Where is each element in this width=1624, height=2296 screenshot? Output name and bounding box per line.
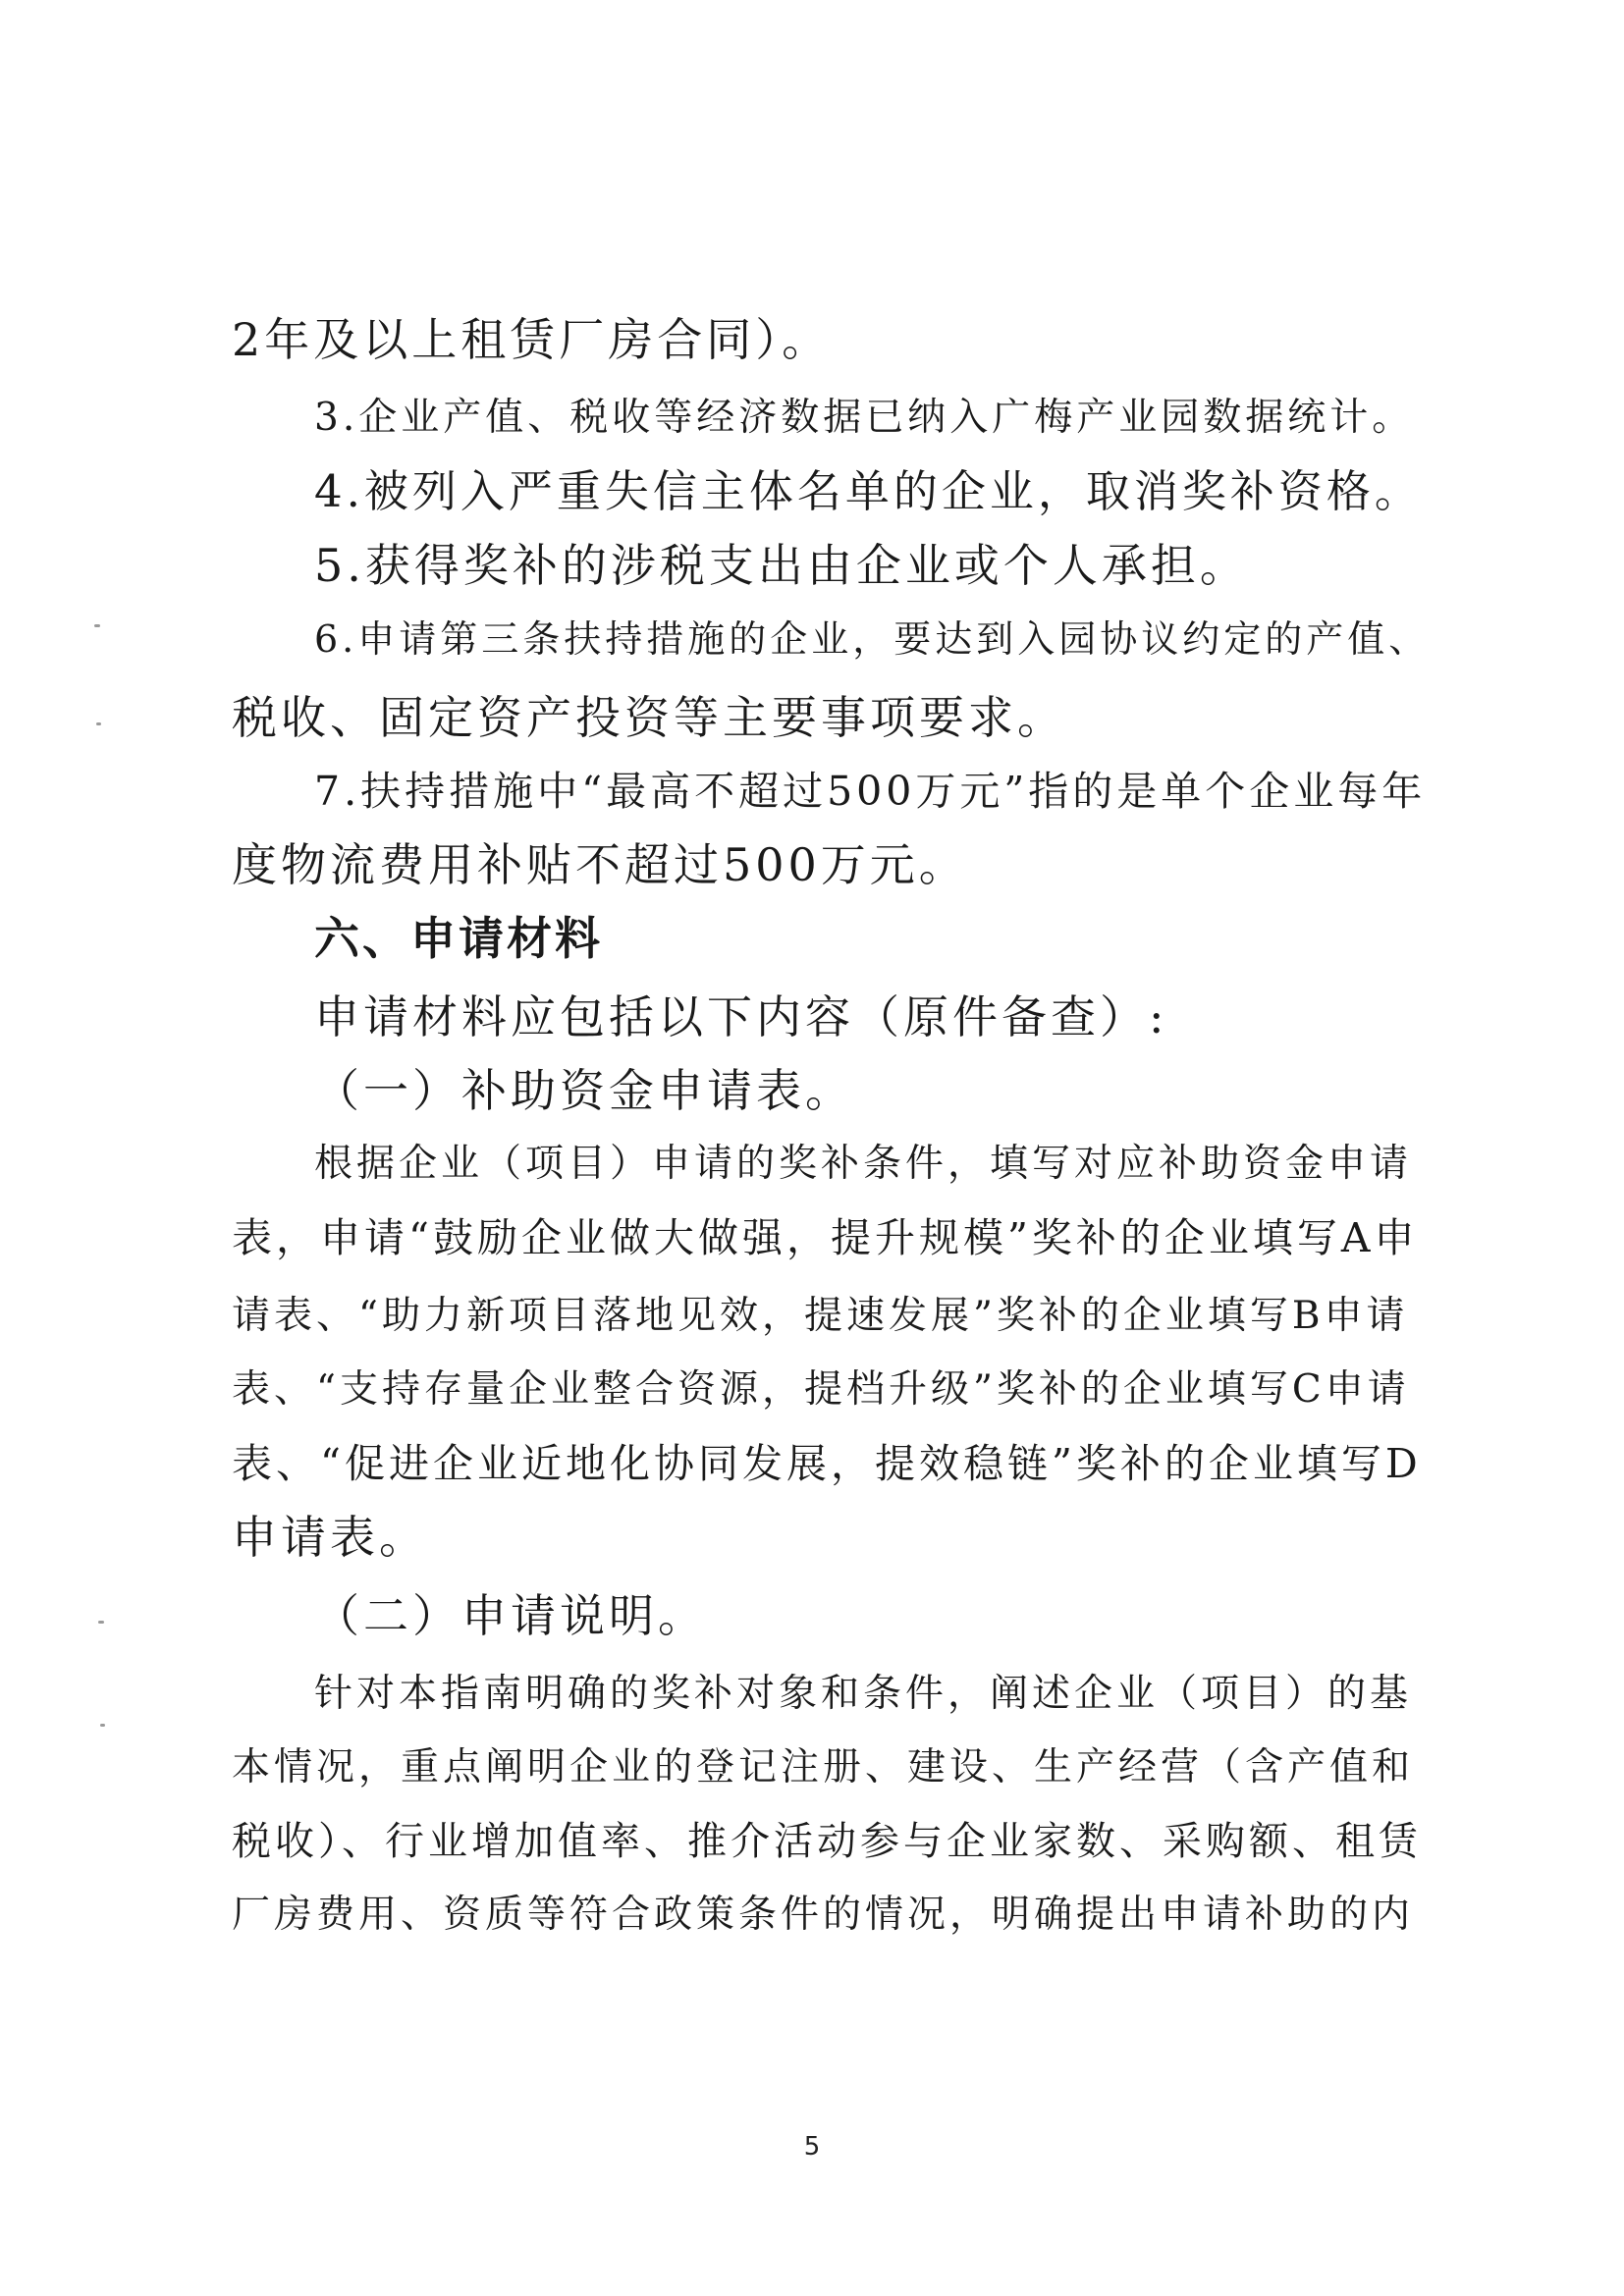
text-line: 税收、固定资产投资等主要事项要求。 xyxy=(232,691,1066,744)
scan-speck xyxy=(96,722,101,725)
scan-speck xyxy=(100,1724,105,1727)
text-line: 根据企业（项目）申请的奖补条件，填写对应补助资金申请 xyxy=(314,1142,1413,1186)
text-line: 6.申请第三条扶持措施的企业，要达到入园协议约定的产值、 xyxy=(314,617,1431,661)
scan-speck xyxy=(94,624,100,627)
text-line: 税收）、行业增加值率、推介活动参与企业家数、采购额、租赁 xyxy=(232,1819,1422,1864)
text-line: 2年及以上租赁厂房合同）。 xyxy=(232,313,832,366)
text-line: 本情况，重点阐明企业的登记注册、建设、生产经营（含产值和 xyxy=(232,1745,1415,1789)
text-line: 表、“促进企业近地化协同发展，提效稳链”奖补的企业填写D xyxy=(232,1440,1422,1487)
page-number: 5 xyxy=(803,2132,821,2162)
text-line: 申请表。 xyxy=(232,1511,428,1564)
text-line: 厂房费用、资质等符合政策条件的情况，明确提出申请补助的内 xyxy=(232,1893,1415,1937)
text-line: 针对本指南明确的奖补对象和条件，阐述企业（项目）的基 xyxy=(314,1672,1413,1716)
text-line: 5.获得奖补的涉税支出由企业或个人承担。 xyxy=(314,539,1249,592)
text-line: 请表、“助力新项目落地见效，提速发展”奖补的企业填写B申请 xyxy=(232,1294,1409,1338)
text-line: 度物流费用补贴不超过500万元。 xyxy=(232,838,968,891)
text-line: 4.被列入严重失信主体名单的企业，取消奖补资格。 xyxy=(314,465,1423,517)
scan-speck xyxy=(98,1621,104,1624)
section-heading: 六、申请材料 xyxy=(314,912,603,965)
text-line: 7.扶持措施中“最高不超过500万元”指的是单个企业每年 xyxy=(314,768,1427,815)
text-line: 3.企业产值、税收等经济数据已纳入广梅产业园数据统计。 xyxy=(314,396,1415,440)
text-line: 表、“支持存量企业整合资源，提档升级”奖补的企业填写C申请 xyxy=(232,1367,1410,1412)
subsection-heading: （二）申请说明。 xyxy=(314,1589,707,1642)
subsection-heading: （一）补助资金申请表。 xyxy=(314,1064,854,1117)
text-line: 表，申请“鼓励企业做大做强，提升规模”奖补的企业填写A申 xyxy=(232,1214,1419,1261)
text-line: 申请材料应包括以下内容（原件备查）: xyxy=(314,990,1168,1043)
